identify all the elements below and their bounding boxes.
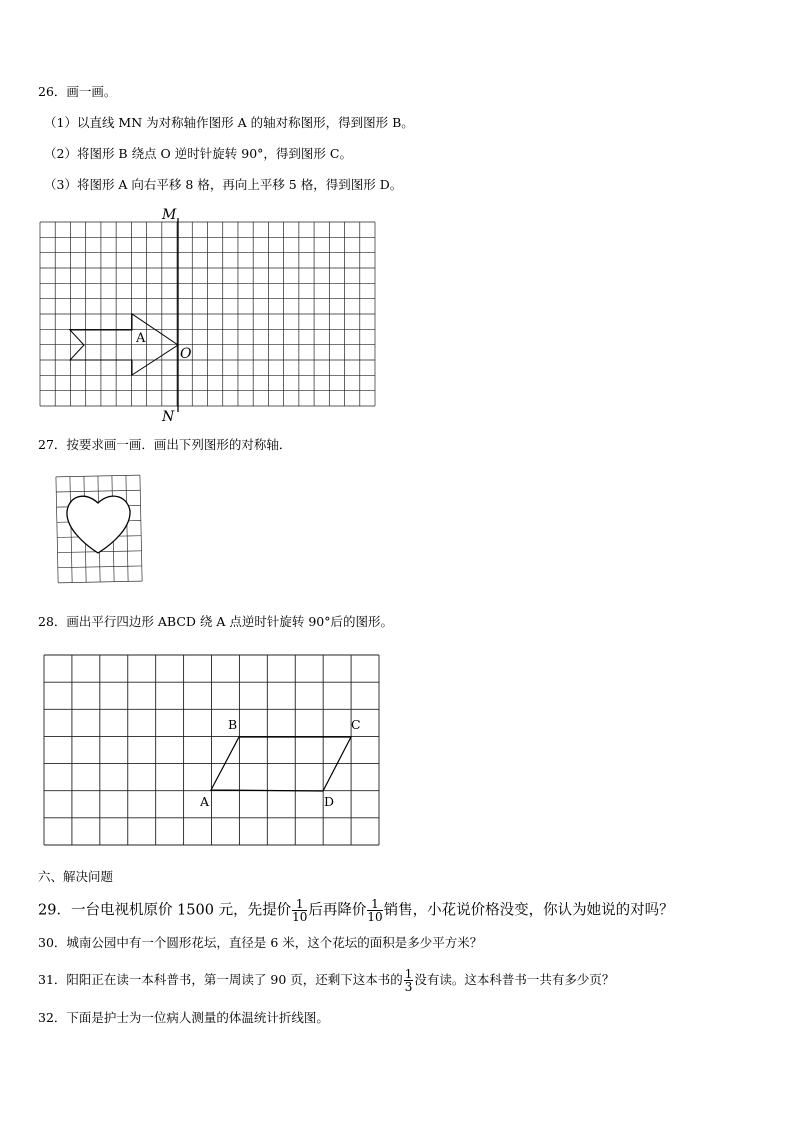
q29-part-2: 后再降价 [308,902,367,919]
q31-frac-den: 3 [404,980,413,994]
q31-part-2: 没有读。这本科普书一共有多少页？ [414,972,615,987]
label-d: D [324,794,335,809]
label-c: C [351,717,361,732]
q29-fraction-1 [292,898,307,923]
q26-item-1: （1）以直线 MN 为对称轴作图形 A 的轴对称图形，得到图形 B。 [44,115,414,130]
label-n: N [162,409,175,425]
label-b: B [228,717,238,732]
q29-part-1: 29．一台电视机原价 1500 元，先提价 [38,902,292,919]
q26-item-3: （3）将图形 A 向右平移 8 格，再向上平移 5 格，得到图形 D。 [44,177,403,192]
q31-text [38,968,614,993]
q27-title: 27．按要求画一画．画出下列图形的对称轴． [38,437,292,452]
q28-grid [44,655,379,845]
q32-text: 32．下面是护士为一位病人测量的体温统计折线图。 [38,1010,329,1025]
label-o: O [180,346,192,362]
section-6-title: 六、解决问题 [38,869,114,884]
q31-part-1: 31．阳阳正在读一本科普书，第一周读了 90 页，还剩下这本书的 [38,972,403,987]
q28-title: 28．画出平行四边形 ABCD 绕 A 点逆时针旋转 90°后的图形。 [38,614,393,629]
label-m: M [162,207,177,223]
q30-text: 30．城南公园中有一个圆形花坛，直径是 6 米，这个花坛的面积是多少平方米？ [38,935,483,950]
q29-frac1-den: 10 [292,910,308,924]
q31-frac-num: 1 [404,967,413,981]
q29-frac1-num: 1 [292,898,307,911]
q29-fraction-2 [367,898,382,923]
label-shape-a: A [136,331,146,346]
q26-item-2: （2）将图形 B 绕点 O 逆时针旋转 90°，得到图形 C。 [44,146,352,161]
label-a: A [200,794,210,809]
q26-title: 26．画一画。 [38,84,117,99]
q29-text [38,898,674,923]
q29-frac2-num: 1 [367,898,382,911]
q29-frac2-den: 10 [367,910,383,924]
q29-part-3: 销售，小花说价格没变，你认为她说的对吗？ [383,902,674,919]
q31-fraction [404,968,414,993]
